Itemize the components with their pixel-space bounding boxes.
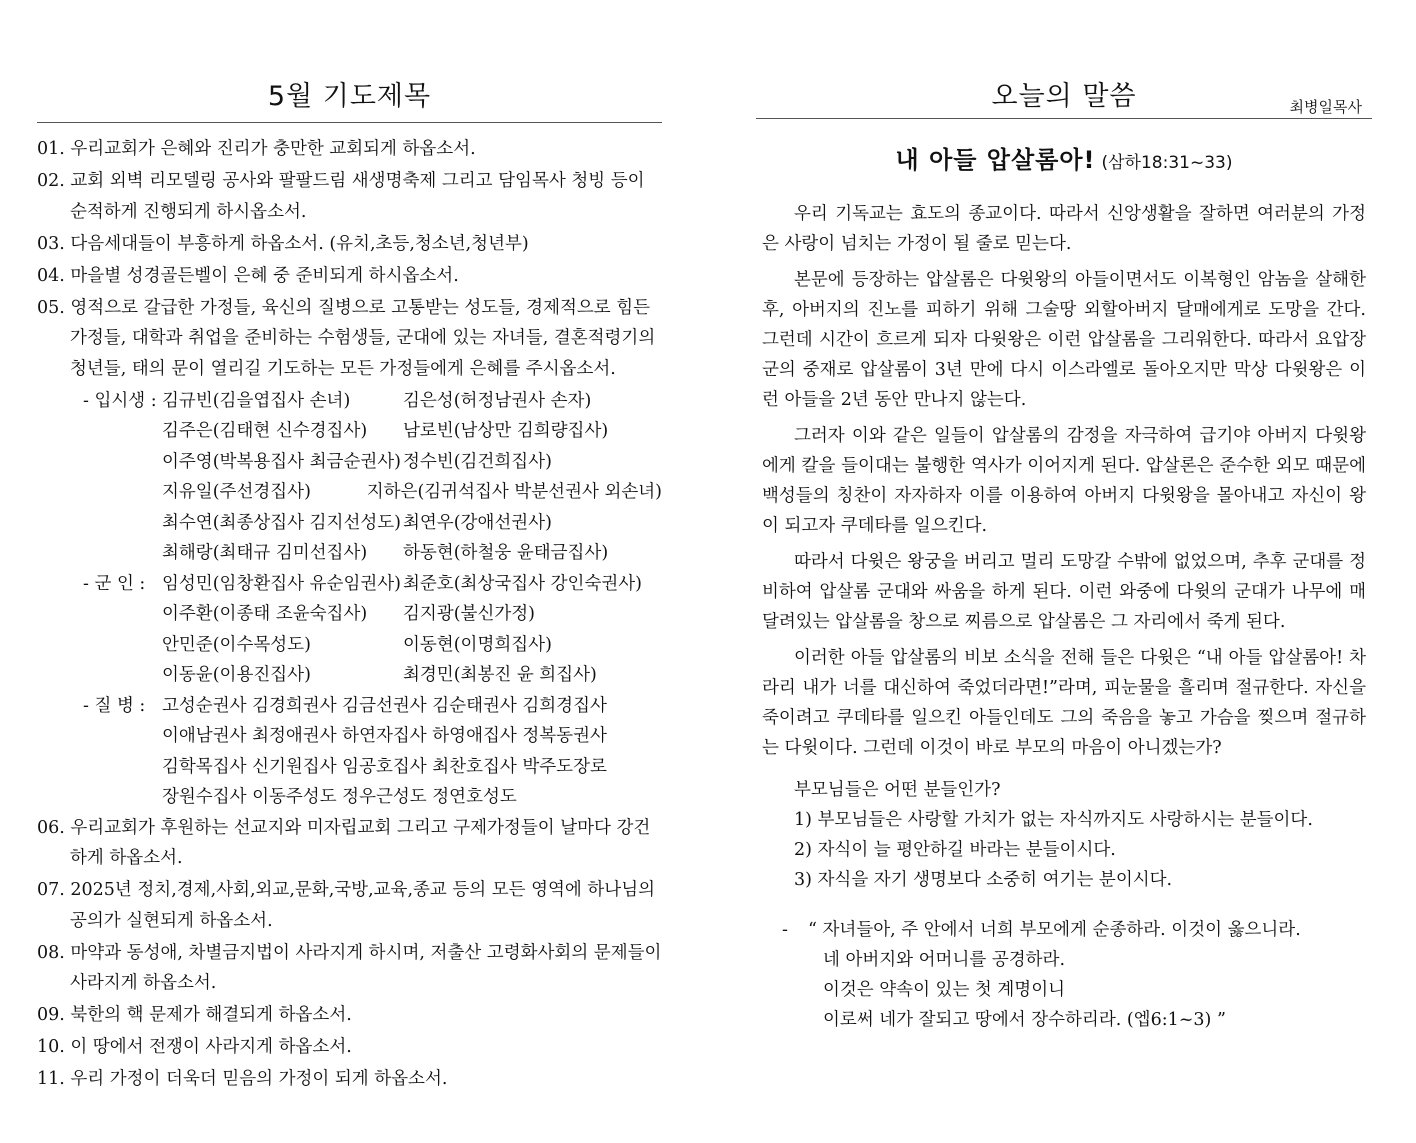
sermon-paragraph: 이러한 아들 압살롬의 비보 소식을 전해 들은 다윗은 “내 아들 압살롬아! 차라리 내가 너를 대신하여 죽었더라면!”라며, 피눈물을 흘리며 절규한다. 자신을 죽이려고 쿠데타를 일으킨 아들인데도 그의 죽음을 놓고 가슴을 찢으며 절규하는 다윗이다. 그런데 이것이 바로 부모의 마음이 아니겠는가? <box>762 648 1366 758</box>
name-row <box>162 691 662 722</box>
name-row <box>162 782 662 813</box>
quote-line: 네 아버지와 어머니를 공경하라. <box>823 950 1066 970</box>
name-entry: 임성민(임창환집사 유순임권사) <box>162 573 401 594</box>
prayer-item: 10. 이 땅에서 전쟁이 사라지게 하옵소서. <box>37 1037 352 1057</box>
name-row <box>162 416 662 447</box>
name-entry: 지하은(김귀석집사 박분선권사 외손녀) <box>366 482 662 502</box>
exam-students-group <box>37 386 662 569</box>
sermon-headline <box>756 140 1372 175</box>
name-entry: 최수연(최종상집사 김지선성도) <box>162 512 401 533</box>
author-name: 최병일목사 <box>1289 98 1362 116</box>
name-entry: 김학목집사 신기원집사 임공호집사 최찬호집사 박주도장로 <box>162 756 607 777</box>
sermon-paragraph: 따라서 다윗은 왕궁을 버리고 멀리 도망갈 수밖에 없었으며, 추후 군대를 정비하여 압살롬 군대와 싸움을 하게 된다. 이런 와중에 다윗의 군대가 나무에 매달려있는 압살롬을 창으로 찌름으로 압살롬은 그 자리에서 죽게 된다. <box>762 552 1366 632</box>
prayer-item: 09. 북한의 핵 문제가 해결되게 하옵소서. <box>37 1005 352 1025</box>
name-row <box>162 508 662 539</box>
answer-item: 3) 자식을 자기 생명보다 소중히 여기는 분이시다. <box>794 870 1173 890</box>
name-entry: 이동윤(이용진집사) <box>162 665 311 685</box>
name-entry: 정수빈(김건희집사) <box>403 451 552 472</box>
scripture-reference: (삼하18:31~33) <box>1101 153 1233 173</box>
quote-line: “ 자녀들아, 주 안에서 너희 부모에게 순종하라. 이것이 옳으니라. <box>808 920 1301 940</box>
question-block <box>794 775 1366 895</box>
name-entry: 최경민(최봉진 윤 희집사) <box>403 665 597 685</box>
page-title: 오늘의 말씀 <box>991 81 1137 112</box>
name-row <box>162 752 662 783</box>
prayer-item: 11. 우리 가정이 더욱더 믿음의 가정이 되게 하옵소서. <box>37 1069 448 1089</box>
prayer-list <box>37 134 662 1096</box>
name-entry: 이주영(박복용집사 최금순권사) <box>162 451 401 472</box>
name-entry: 이애남권사 최정애권사 하연자집사 하영애집사 정복동권사 <box>162 726 607 746</box>
quote-dash: - <box>782 920 788 940</box>
name-entry: 고성순권사 김경희권사 김금선권사 김순태권사 김희경집사 <box>162 695 607 716</box>
name-entry: 최연우(강애선권사) <box>403 512 552 533</box>
name-entry: 김주은(김태현 신수경집사) <box>162 421 368 441</box>
group-label: - 입시생 : <box>83 390 157 411</box>
name-entry: 최준호(최상국집사 강인숙권사) <box>403 573 642 594</box>
page-title: 5월 기도제목 <box>267 81 432 112</box>
name-entry: 안민준(이수목성도) <box>162 634 311 655</box>
question: 부모님들은 어떤 분들인가? <box>794 780 1001 800</box>
name-row <box>162 660 662 691</box>
prayer-item: 07. 2025년 정치,경제,사회,외교,문화,국방,교육,종교 등의 모든 영역에 하나님의 공의가 실현되게 하옵소서. <box>37 880 656 931</box>
name-row <box>162 721 662 752</box>
name-entry: 김지광(불신가정) <box>403 604 535 624</box>
name-entry: 남로빈(남상만 김희량집사) <box>403 421 609 441</box>
prayer-item: 03. 다음세대들이 부흥하게 하옵소서. (유치,초등,청소년,청년부) <box>37 233 529 254</box>
sermon-body <box>762 199 1366 1035</box>
sermon-paragraph: 그러자 이와 같은 일들이 압살롬의 감정을 자극하여 급기야 아버지 다윗왕에게 칼을 들이대는 불행한 역사가 이어지게 된다. 압살론은 준수한 외모 때문에 백성들의 칭찬이 자자하자 이를 이용하여 아버지 다윗왕을 몰아내고 자신이 왕이 되고자 쿠데타를 일으킨다. <box>762 426 1366 536</box>
name-entry: 김규빈(김을엽집사 손녀) <box>162 390 351 411</box>
name-row <box>162 386 662 417</box>
title-divider <box>37 122 662 123</box>
name-row <box>162 447 662 478</box>
name-entry: 이주환(이종태 조윤숙집사) <box>162 604 368 624</box>
name-entry: 최해랑(최태규 김미선집사) <box>162 543 368 563</box>
name-list <box>162 386 662 569</box>
prayer-item: 04. 마을별 성경골든벨이 은혜 중 준비되게 하시옵소서. <box>37 265 459 286</box>
prayer-item: 05. 영적으로 갈급한 가정들, 육신의 질병으로 고통받는 성도들, 경제적으로 힘든 가정들, 대학과 취업을 준비하는 수험생들, 군대에 있는 자녀들, 결혼적령기의 청년들, 태의 문이 열리길 기도하는 모든 가정들에게 은혜를 주시옵소서. <box>37 297 656 379</box>
name-entry: 이동현(이명희집사) <box>403 634 552 655</box>
sermon-title: 내 아들 압살롬아! <box>895 146 1096 174</box>
name-row <box>162 599 662 630</box>
quote-line: 이로써 네가 잘되고 땅에서 장수하리라. (엡6:1~3) ” <box>823 1010 1226 1030</box>
answer-item: 2) 자식이 늘 평안하길 바라는 분들이시다. <box>794 840 1116 860</box>
answer-item: 1) 부모님들은 사랑할 가치가 없는 자식까지도 사랑하시는 분들이다. <box>794 810 1313 830</box>
scripture-quote <box>782 915 1366 1035</box>
name-entry: 지유일(주선경집사) <box>162 482 311 502</box>
sermon-paragraph: 우리 기독교는 효도의 종교이다. 따라서 신앙생활을 잘하면 여러분의 가정은 사랑이 넘치는 가정이 될 줄로 믿는다. <box>762 204 1366 254</box>
military-group <box>37 569 662 691</box>
name-row <box>162 630 662 661</box>
illness-group <box>37 691 662 813</box>
sermon-paragraph: 본문에 등장하는 압살롬은 다윗왕의 아들이면서도 이복형인 암놈을 살해한 후, 아버지의 진노를 피하기 위해 그술땅 외할아버지 달매에게로 도망을 간다. 그런데 시간이 흐르게 되자 다윗왕은 이런 압살롬을 그리워한다. 따라서 요압장군의 중재로 압살롬이 3년 만에 다시 이스라엘로 돌아오지만 막상 다윗왕은 이런 아들을 2년 동안 만나지 않는다. <box>762 270 1366 410</box>
name-list <box>162 691 662 813</box>
name-row <box>162 538 662 569</box>
title-divider <box>756 118 1372 119</box>
prayer-item: 06. 우리교회가 후원하는 선교지와 미자립교회 그리고 구제가정들이 날마다 강건하게 하옵소서. <box>37 817 651 868</box>
prayer-item: 02. 교회 외벽 리모델링 공사와 팔팔드림 새생명축제 그리고 담임목사 청빙 등이 순적하게 진행되게 하시옵소서. <box>37 171 645 222</box>
prayer-item: 08. 마약과 동성애, 차별금지법이 사라지게 하시며, 저출산 고령화사회의 문제들이 사라지게 하옵소서. <box>37 942 662 993</box>
group-label: - 질 병 : <box>83 695 146 716</box>
name-row <box>162 477 662 508</box>
group-label: - 군 인 : <box>83 573 146 594</box>
quote-line: 이것은 약속이 있는 첫 계명이니 <box>823 980 1066 1000</box>
name-entry: 장원수집사 이동주성도 정우근성도 정연호성도 <box>162 787 517 807</box>
prayer-item: 01. 우리교회가 은혜와 진리가 충만한 교회되게 하옵소서. <box>37 139 476 159</box>
name-entry: 김은성(허정남권사 손자) <box>403 390 592 411</box>
name-entry: 하동현(하철웅 윤태금집사) <box>403 543 609 563</box>
name-row <box>162 569 662 600</box>
name-list <box>162 569 662 691</box>
